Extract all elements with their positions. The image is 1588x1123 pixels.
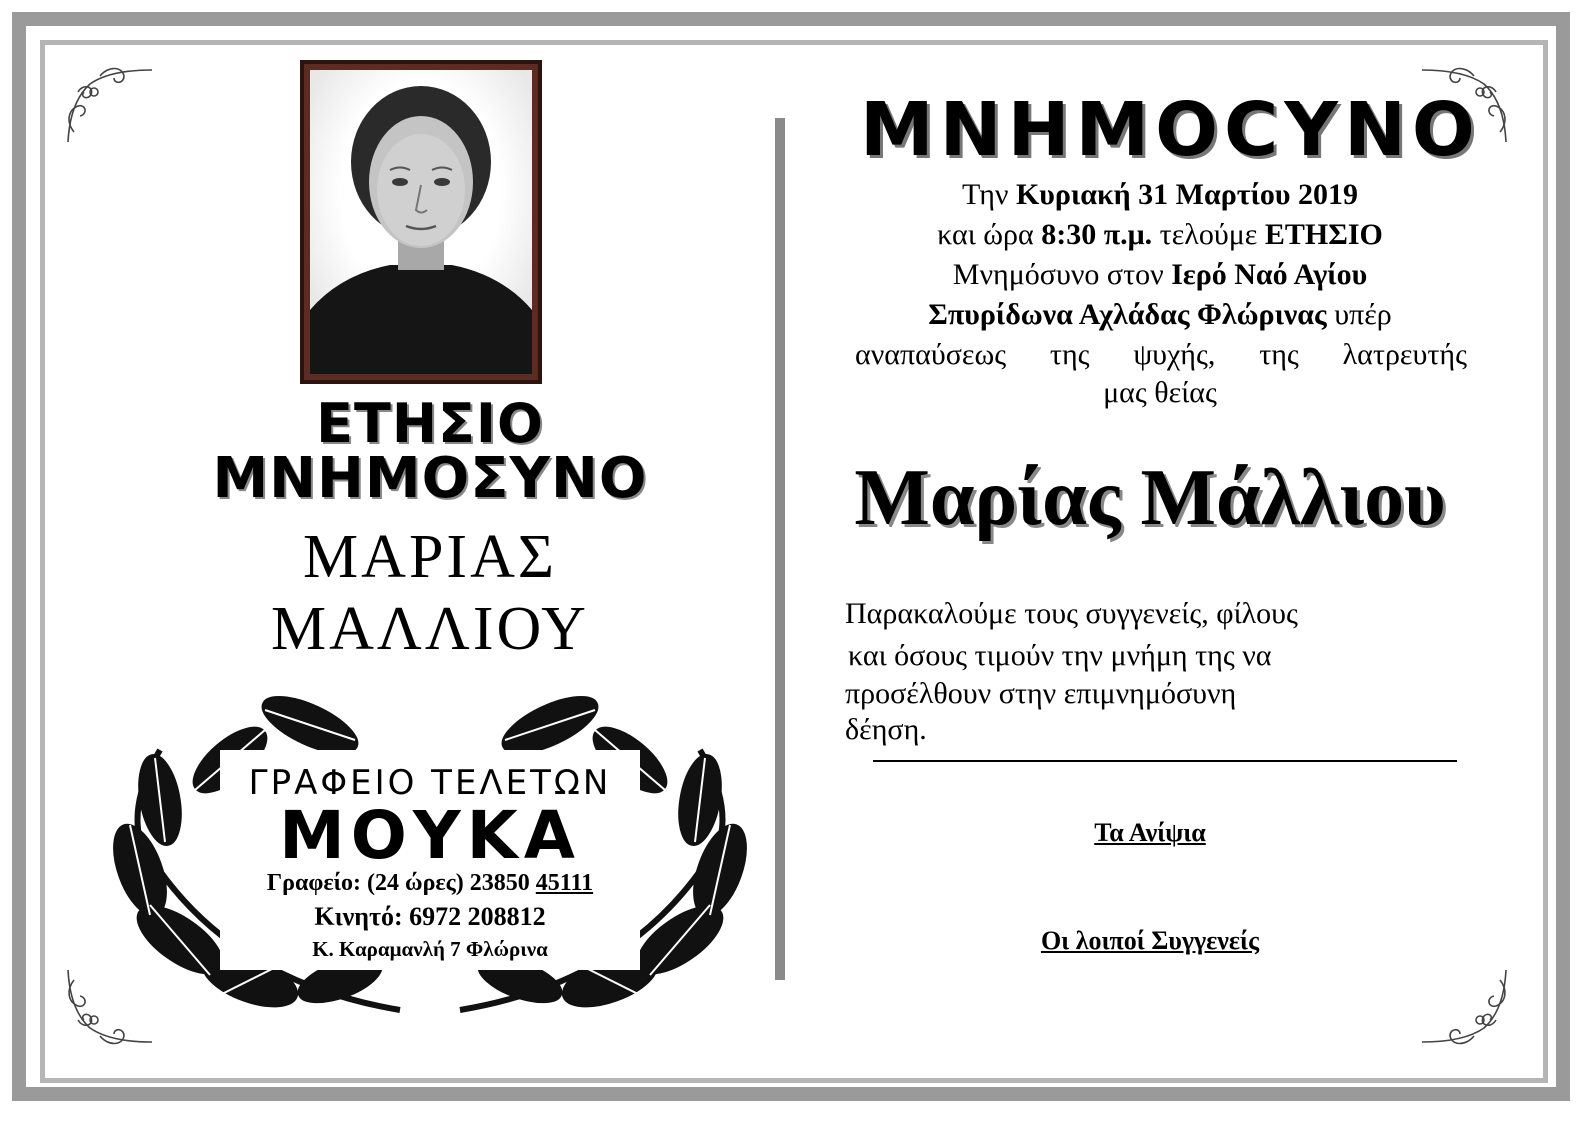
column-divider: [775, 118, 785, 980]
portrait-photo: [310, 70, 532, 374]
line3-text: Μνημόσυνο στον: [952, 258, 1172, 291]
portrait-photo-frame: [300, 60, 542, 384]
line1-text: Την: [962, 178, 1016, 211]
church-name-part2: Σπυρίδωνα Αχλάδας Φλώρινας: [928, 298, 1327, 331]
time-text: 8:30 π.μ.: [1041, 218, 1153, 251]
signature-rule: [873, 760, 1457, 762]
office-phone-suffix: 45111: [535, 870, 594, 896]
announcement-line3: [840, 256, 1480, 294]
line2-text: και ώρα: [937, 218, 1042, 251]
deceased-name: Μαρίας Μάλλιου: [854, 454, 1446, 542]
funeral-home-office-phone: [200, 870, 660, 897]
line2-annual-text: ΕΤΗΣΙΟ: [1264, 218, 1383, 251]
left-heading-line2: ΜΝΗΜΟΣΥΝΟ: [212, 446, 648, 511]
announcement-line4: [840, 296, 1480, 334]
announcement-line1: [840, 176, 1480, 214]
funeral-home-mobile-phone: Κινητό: 6972 208812: [314, 902, 546, 931]
corner-ornament-bottom-right: [1414, 950, 1514, 1050]
announcement-line2: [840, 216, 1480, 254]
office-phone-prefix: Γραφείο: (24 ώρες) 23850: [266, 870, 536, 896]
left-name-line1: ΜΑΡΙΑΣ: [303, 523, 557, 591]
announcement-line6: μας θείας: [1103, 376, 1217, 409]
corner-ornament-top-left: [60, 62, 160, 152]
funeral-home-label: ΓΡΑΦΕΙΟ ΤΕΛΕΤΩΝ: [248, 763, 612, 803]
request-line2: και όσους τιμούν την μνήμη της να: [848, 639, 1272, 672]
left-name-line2: ΜΑΛΛΙΟΥ: [271, 595, 589, 663]
church-name-part1: Ιερό Ναό Αγίου: [1171, 258, 1368, 291]
right-heading: ΜΝΗΜΟCΥΝΟ: [860, 87, 1481, 173]
line2-mid-text: τελούμε: [1152, 218, 1265, 251]
left-heading-line1: ΕΤΗΣΙΟ: [316, 392, 544, 455]
request-line1: Παρακαλούμε τους συγγενείς, φίλους: [845, 597, 1298, 630]
signature-other-relatives: Οι λοιποί Συγγενείς: [1040, 926, 1260, 955]
funeral-home-name: ΜΟΥΚΑ: [279, 797, 581, 874]
request-line3: προσέλθουν στην επιμνημόσυνη: [845, 677, 1237, 710]
signature-nieces: Τα Ανίψια: [1094, 818, 1206, 847]
funeral-home-address: Κ. Καραμανλή 7 Φλώρινα: [312, 937, 548, 961]
request-line4: δέηση.: [845, 713, 927, 746]
line4-text: υπέρ: [1326, 298, 1392, 331]
announcement-line5: αναπαύσεως της ψυχής, της λατρευτής: [855, 338, 1467, 371]
date-text: Κυριακή 31 Μαρτίου 2019: [1015, 178, 1358, 211]
